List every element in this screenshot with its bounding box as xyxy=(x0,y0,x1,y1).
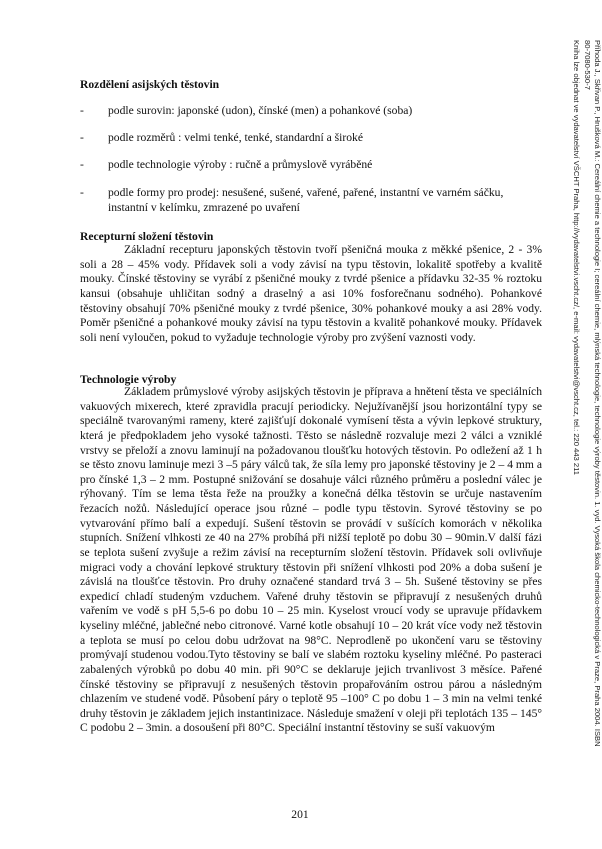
list-item-text: podle rozměrů : velmi tenké, tenké, standardní a široké xyxy=(108,131,363,144)
citation-line: Kniha lze objednat ve vydavatelství VŠCHT Praha, http://vydavatelstvi.vscht.cz/, e-mail: vydavatelstvi@vscht.cz, tel.: 220 443 211 xyxy=(572,40,582,475)
list-item-text: podle technologie výroby : ručně a průmyslově vyráběné xyxy=(108,158,373,171)
citation-line: 80-7080-530-7 xyxy=(582,40,592,90)
list-item: - podle surovin: japonské (udon), čínské (men) a pohankové (soba) xyxy=(80,104,540,119)
citation-sidenote xyxy=(568,40,602,800)
paragraph-technology: Základem průmyslové výroby asijských těstovin je příprava a hnětení těsta ve speciálních vakuových mixerech, které zpravidla pracují periodicky. Nejužívanější jsou horizontální typy se speciálně tvarovanými rameny, které zajišťují dokonalé vymísení těsta a vývin lepkové struktury, která je předpokladem jeho vysoké tažnosti. Těsto se následně rozvaluje mezi 2 válci a vzniklé vrstvy se přeloží a znovu laminují na požadovanou tloušťku hotových těstovin. Po odležení až 1 h se těsto znovu laminuje mezi 3 –5 páry válců tak, že síla lemy pro japonské těstoviny je 2 – 4 mm a pro čínské 1,3 – 2 mm. Postupné snižování se dosahuje válci různého průměru a poslední válec je rýhovaný. Tím se lema těsta řeže na proužky a konečná délka těstovin se určuje nastavením řezacích nožů. Následující operace jsou různé – podle typu těstovin. Syrové těstoviny se po vytvarování přímo balí a expedují. Sušení těstovin se provádí v sušících komorách v několika stupních. Snížení vlhkosti ze 40 na 27% probíhá při nižší teplotě po dobu 30 – 90min.V další fázi se teplota sušení zvyšuje a režim závisí na recepturním složení těstovin. Přídavek soli ovlivňuje migraci vody a chování lepkové struktury těstovin při snížení vlhkosti pod 20% a doba sušení je závislá na tloušťce těstovin. Pro druhy označené standard trvá 3 – 5h. Sušené těstoviny se přes expedicí chladí studeným vzduchem. Vařené druhy těstovin se připravují z nesušených druhů vařením ve vodě s pH 5,5-6 po dobu 10 – 25 min. Kyselost vroucí vody se upravuje přídavkem kyseliny mléčné, jablečné nebo citronové. Varné kotle obsahují 10 – 20 krát více vody než těstovin a teplota se musí po celou dobu udržovat na 98°C. Neprodleně po ukončení varu se těstoviny promývají studenou vodou.Tyto těstoviny se balí ve slabém roztoku kyseliny mléčné. Po pasteraci zabalených výrobků po dobu 40 min. při 90°C se deklaruje jejich trvanlivost 3 měsíce. Pařené čínské těstoviny se připravují z nesušených těstovin propařováním ostrou párou a následným chlazením ve studené vodě. Působení páry o teplotě 95 –100° C po dobu 1 – 3 min na velmi tenké druhy těstovin je základem jejich instantinizace. Následuje smažení v oleji při teplotách 135 – 145° C podobu 2 – 3min. a dosoušení při 80°C. Speciální instantní těstoviny se suší vakuovým xyxy=(80,385,542,735)
citation-line: Příhoda J., Skřivan P., Hrušková M.: Cereální chemie a technologie I; cereální chemie, mlýnská technologie, technologie výroby těstovin. 1. vyd. Vysoká škola chemicko-technologická v Praze, Praha 2004. ISBN xyxy=(593,40,602,747)
page-number: 201 xyxy=(291,808,309,821)
list-item-text: podle formy pro prodej: nesušené, sušené, vařené, pařené, instantní ve varném sáčku, instantní v kelímku, zmrazené po uvaření xyxy=(108,186,504,214)
section-heading-recipe: Recepturní složení těstovin xyxy=(80,230,214,243)
list-item-text: podle surovin: japonské (udon), čínské (men) a pohankové (soba) xyxy=(108,104,413,117)
list-item: - podle formy pro prodej: nesušené, sušené, vařené, pařené, instantní ve varném sáčku, instantní v kelímku, zmrazené po uvaření xyxy=(80,186,540,215)
list-item: - podle rozměrů : velmi tenké, tenké, standardní a široké xyxy=(80,131,540,146)
paragraph-recipe: Základní recepturu japonských těstovin tvoří pšeničná mouka z měkké pšenice, 2 - 3% soli a 28 – 45% vody. Přídavek soli a vody závisí na typu těstovin, lokalitě spotřeby a kvalitě mouky. Čínské těstoviny se vyrábí z pšeničné mouky z tvrdé pšenice a přídavku 32-35 % roztoku kansui (obsahuje uhličitan sodný a draselný a asi 10% fosforečnanu sodného). Pohankové těstoviny obsahují 70% pšeničné mouky z tvrdé pšenice, 30% pohankové mouky a asi 28% vody. Poměr pšeničné a pohankové mouky závisí na typu těstovin a kvalitě pohankové mouky. Přídavek soli není vyloučen, pokud to vyžaduje technologie výroby pro zvýšení vaznosti vody. xyxy=(80,243,542,344)
section-heading-technology: Technologie výroby xyxy=(80,373,177,386)
list-item: - podle technologie výroby : ručně a průmyslově vyráběné xyxy=(80,158,540,173)
section-heading-classification: Rozdělení asijských těstovin xyxy=(80,78,220,91)
